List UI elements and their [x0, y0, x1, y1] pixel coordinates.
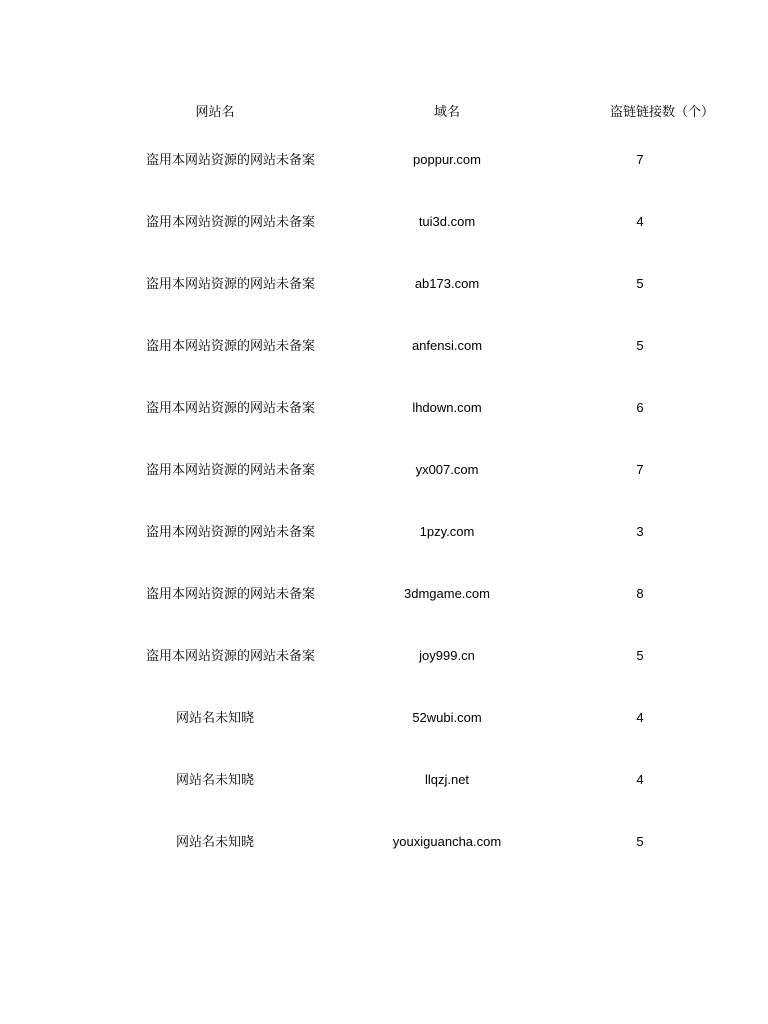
- table-row: [146, 765, 670, 827]
- cell-site-name: 盗用本网站资源的网站未备案: [146, 462, 316, 477]
- cell-link-count: 7: [636, 152, 644, 167]
- cell-link-count: 5: [636, 276, 644, 291]
- hotlink-table: [146, 96, 715, 889]
- table-row: [146, 393, 670, 455]
- table-row: [146, 455, 670, 517]
- cell-site-name: 网站名未知晓: [175, 710, 254, 725]
- cell-link-count: 6: [636, 400, 644, 415]
- cell-site-name: 盗用本网站资源的网站未备案: [146, 152, 316, 167]
- cell-link-count: 4: [636, 772, 644, 787]
- cell-site-name: 盗用本网站资源的网站未备案: [146, 586, 316, 601]
- cell-link-count: 4: [636, 214, 644, 229]
- table-row: [146, 579, 670, 641]
- table-row: [146, 641, 670, 703]
- table-row: [146, 269, 670, 331]
- header-row: [146, 96, 670, 145]
- cell-site-name: 盗用本网站资源的网站未备案: [146, 214, 316, 229]
- cell-link-count: 7: [636, 462, 644, 477]
- table-row: [146, 331, 670, 393]
- cell-link-count: 4: [636, 710, 644, 725]
- cell-domain: yx007.com: [415, 462, 479, 477]
- cell-site-name: 盗用本网站资源的网站未备案: [146, 276, 316, 291]
- cell-domain: 52wubi.com: [412, 710, 482, 725]
- cell-site-name: 盗用本网站资源的网站未备案: [146, 648, 316, 663]
- table-row: [146, 207, 670, 269]
- cell-link-count: 8: [636, 586, 644, 601]
- cell-link-count: 5: [636, 834, 644, 849]
- table-row: [146, 517, 670, 579]
- header-link-count: 盗链链接数（个）: [610, 104, 715, 119]
- cell-domain: ab173.com: [414, 276, 480, 291]
- table-row: [146, 827, 670, 889]
- cell-link-count: 5: [636, 648, 644, 663]
- table-row: [146, 145, 670, 207]
- cell-domain: lhdown.com: [412, 400, 482, 415]
- table-body: [146, 145, 670, 889]
- cell-link-count: 5: [636, 338, 644, 353]
- cell-site-name: 盗用本网站资源的网站未备案: [146, 400, 316, 415]
- cell-domain: 1pzy.com: [419, 524, 475, 539]
- cell-site-name: 网站名未知晓: [175, 772, 254, 787]
- header-site-name: 网站名: [195, 104, 235, 119]
- cell-link-count: 3: [636, 524, 644, 539]
- table-row: [146, 703, 670, 765]
- cell-domain: 3dmgame.com: [404, 586, 490, 601]
- cell-site-name: 网站名未知晓: [175, 834, 254, 849]
- cell-site-name: 盗用本网站资源的网站未备案: [146, 338, 316, 353]
- header-domain: 域名: [433, 104, 460, 119]
- cell-domain: youxiguancha.com: [392, 834, 502, 849]
- table-header: [146, 96, 715, 145]
- cell-domain: poppur.com: [413, 152, 481, 167]
- cell-domain: joy999.cn: [419, 648, 475, 663]
- cell-domain: tui3d.com: [418, 214, 476, 229]
- cell-site-name: 盗用本网站资源的网站未备案: [146, 524, 316, 539]
- cell-domain: anfensi.com: [411, 338, 483, 353]
- cell-domain: llqzj.net: [424, 772, 470, 787]
